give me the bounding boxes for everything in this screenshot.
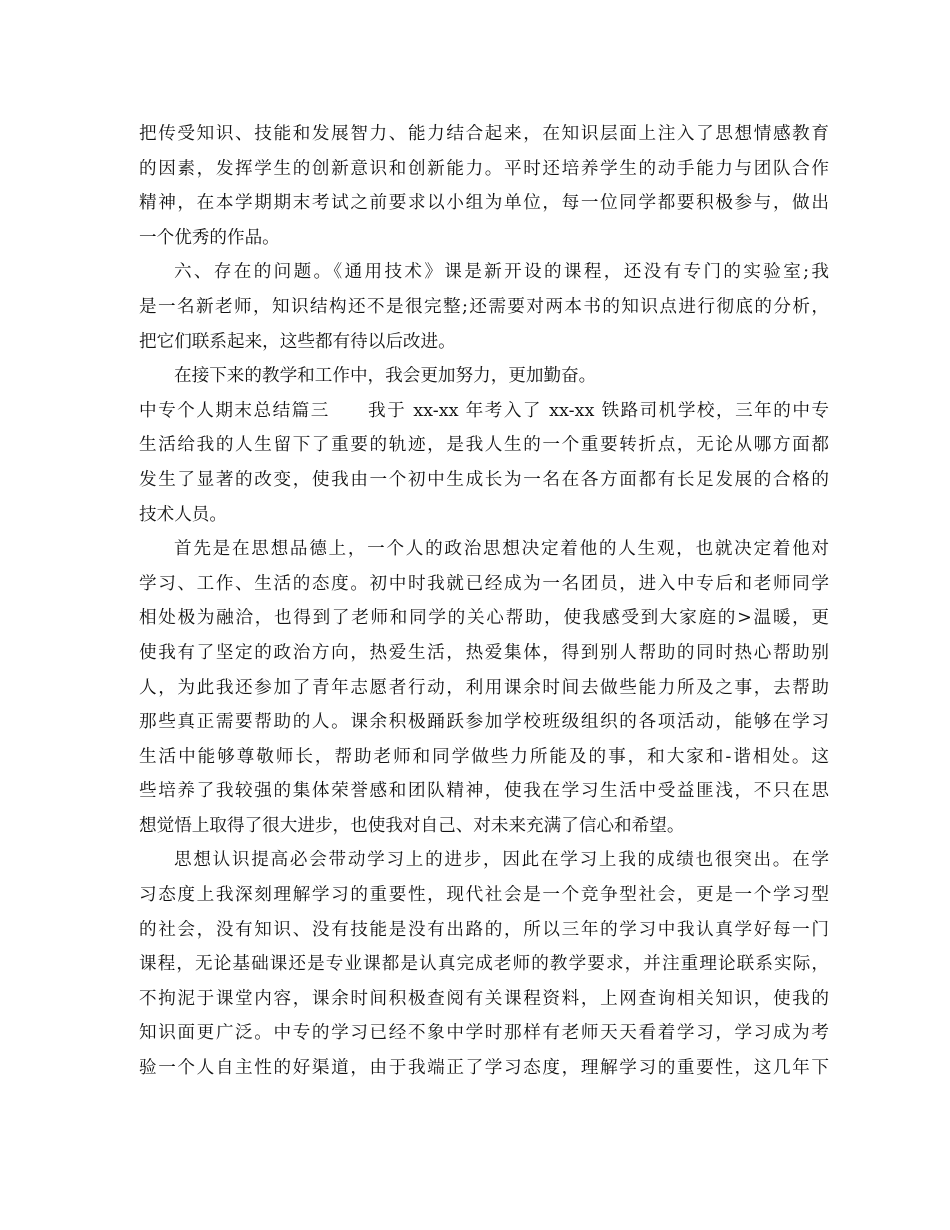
text-line: 精神，在本学期期末考试之前要求以小组为单位，每一位同学都要积极参与，做出 <box>139 193 829 214</box>
paragraph-start-line: 思想认识提高必会带动学习上的进步，因此在学习上我的成绩也很突出。在学 <box>174 850 829 871</box>
document-body <box>139 117 829 1086</box>
text-line: 一个优秀的作品。 <box>139 227 280 248</box>
text-line: 生活中能够尊敬师长，帮助老师和同学做些力所能及的事，和大家和-谐相处。这 <box>139 746 829 767</box>
text-line: 习态度上我深刻理解学习的重要性，现代社会是一个竞争型社会，更是一个学习型 <box>139 885 829 906</box>
text-line: 人，为此我还参加了青年志愿者行动，利用课余时间去做些能力所及之事，去帮助 <box>139 677 829 698</box>
paragraph-start-line: 六、存在的问题。《通用技术》课是新开设的课程，还没有专门的实验室;我 <box>174 262 829 283</box>
text-line: 把传受知识、技能和发展智力、能力结合起来，在知识层面上注入了思想情感教育 <box>139 124 829 144</box>
paragraph-start-line: 首先是在思想品德上，一个人的政治思想决定着他的人生观，也就决定着他对 <box>174 539 829 560</box>
text-line: 那些真正需要帮助的人。课余积极踊跃参加学校班级组织的各项活动，能够在学习 <box>139 712 829 733</box>
paragraph-start-line: 在接下来的教学和工作中，我会更加努力，更加勤奋。 <box>174 366 597 387</box>
text-line: 是一名新老师，知识结构还不是很完整;还需要对两本书的知识点进行彻底的分析， <box>139 296 829 317</box>
text-line: 生活给我的人生留下了重要的轨迹，是我人生的一个重要转折点，无论从哪方面都 <box>139 435 829 456</box>
text-line: 相处极为融洽，也得到了老师和同学的关心帮助，使我感受到大家庭的>温暖，更 <box>139 608 829 629</box>
text-line: 些培养了我较强的集体荣誉感和团队精神，使我在学习生活中受益匪浅，不只在思 <box>139 781 829 802</box>
text-line: 课程，无论基础课还是专业课都是认真完成老师的教学要求，并注重理论联系实际， <box>139 954 829 975</box>
text-line: 使我有了坚定的政治方向，热爱生活，热爱集体，得到别人帮助的同时热心帮助别 <box>139 642 829 663</box>
text-line: 把它们联系起来，这些都有待以后改进。 <box>139 331 456 352</box>
section-heading-line: 中专个人期末总结篇三 我于 xx-xx 年考入了 xx-xx 铁路司机学校，三年的中专 <box>139 400 829 421</box>
text-line: 不拘泥于课堂内容，课余时间积极查阅有关课程资料，上网查询相关知识，使我的 <box>139 988 829 1009</box>
text-line: 学习、工作、生活的态度。初中时我就已经成为一名团员，进入中专后和老师同学 <box>139 573 829 594</box>
text-line: 想觉悟上取得了很大进步，也使我对自己、对未来充满了信心和希望。 <box>139 815 685 836</box>
text-line: 验一个人自主性的好渠道，由于我端正了学习态度，理解学习的重要性，这几年下 <box>139 1058 829 1079</box>
text-line: 技术人员。 <box>139 504 227 525</box>
text-line: 的因素，发挥学生的创新意识和创新能力。平时还培养学生的动手能力与团队合作 <box>139 158 829 179</box>
text-line: 发生了显著的改变，使我由一个初中生成长为一名在各方面都有长足发展的合格的 <box>139 469 829 490</box>
text-line: 的社会，没有知识、没有技能是没有出路的，所以三年的学习中我认真学好每一门 <box>139 919 829 940</box>
text-line: 知识面更广泛。中专的学习已经不象中学时那样有老师天天看着学习，学习成为考 <box>139 1023 829 1044</box>
